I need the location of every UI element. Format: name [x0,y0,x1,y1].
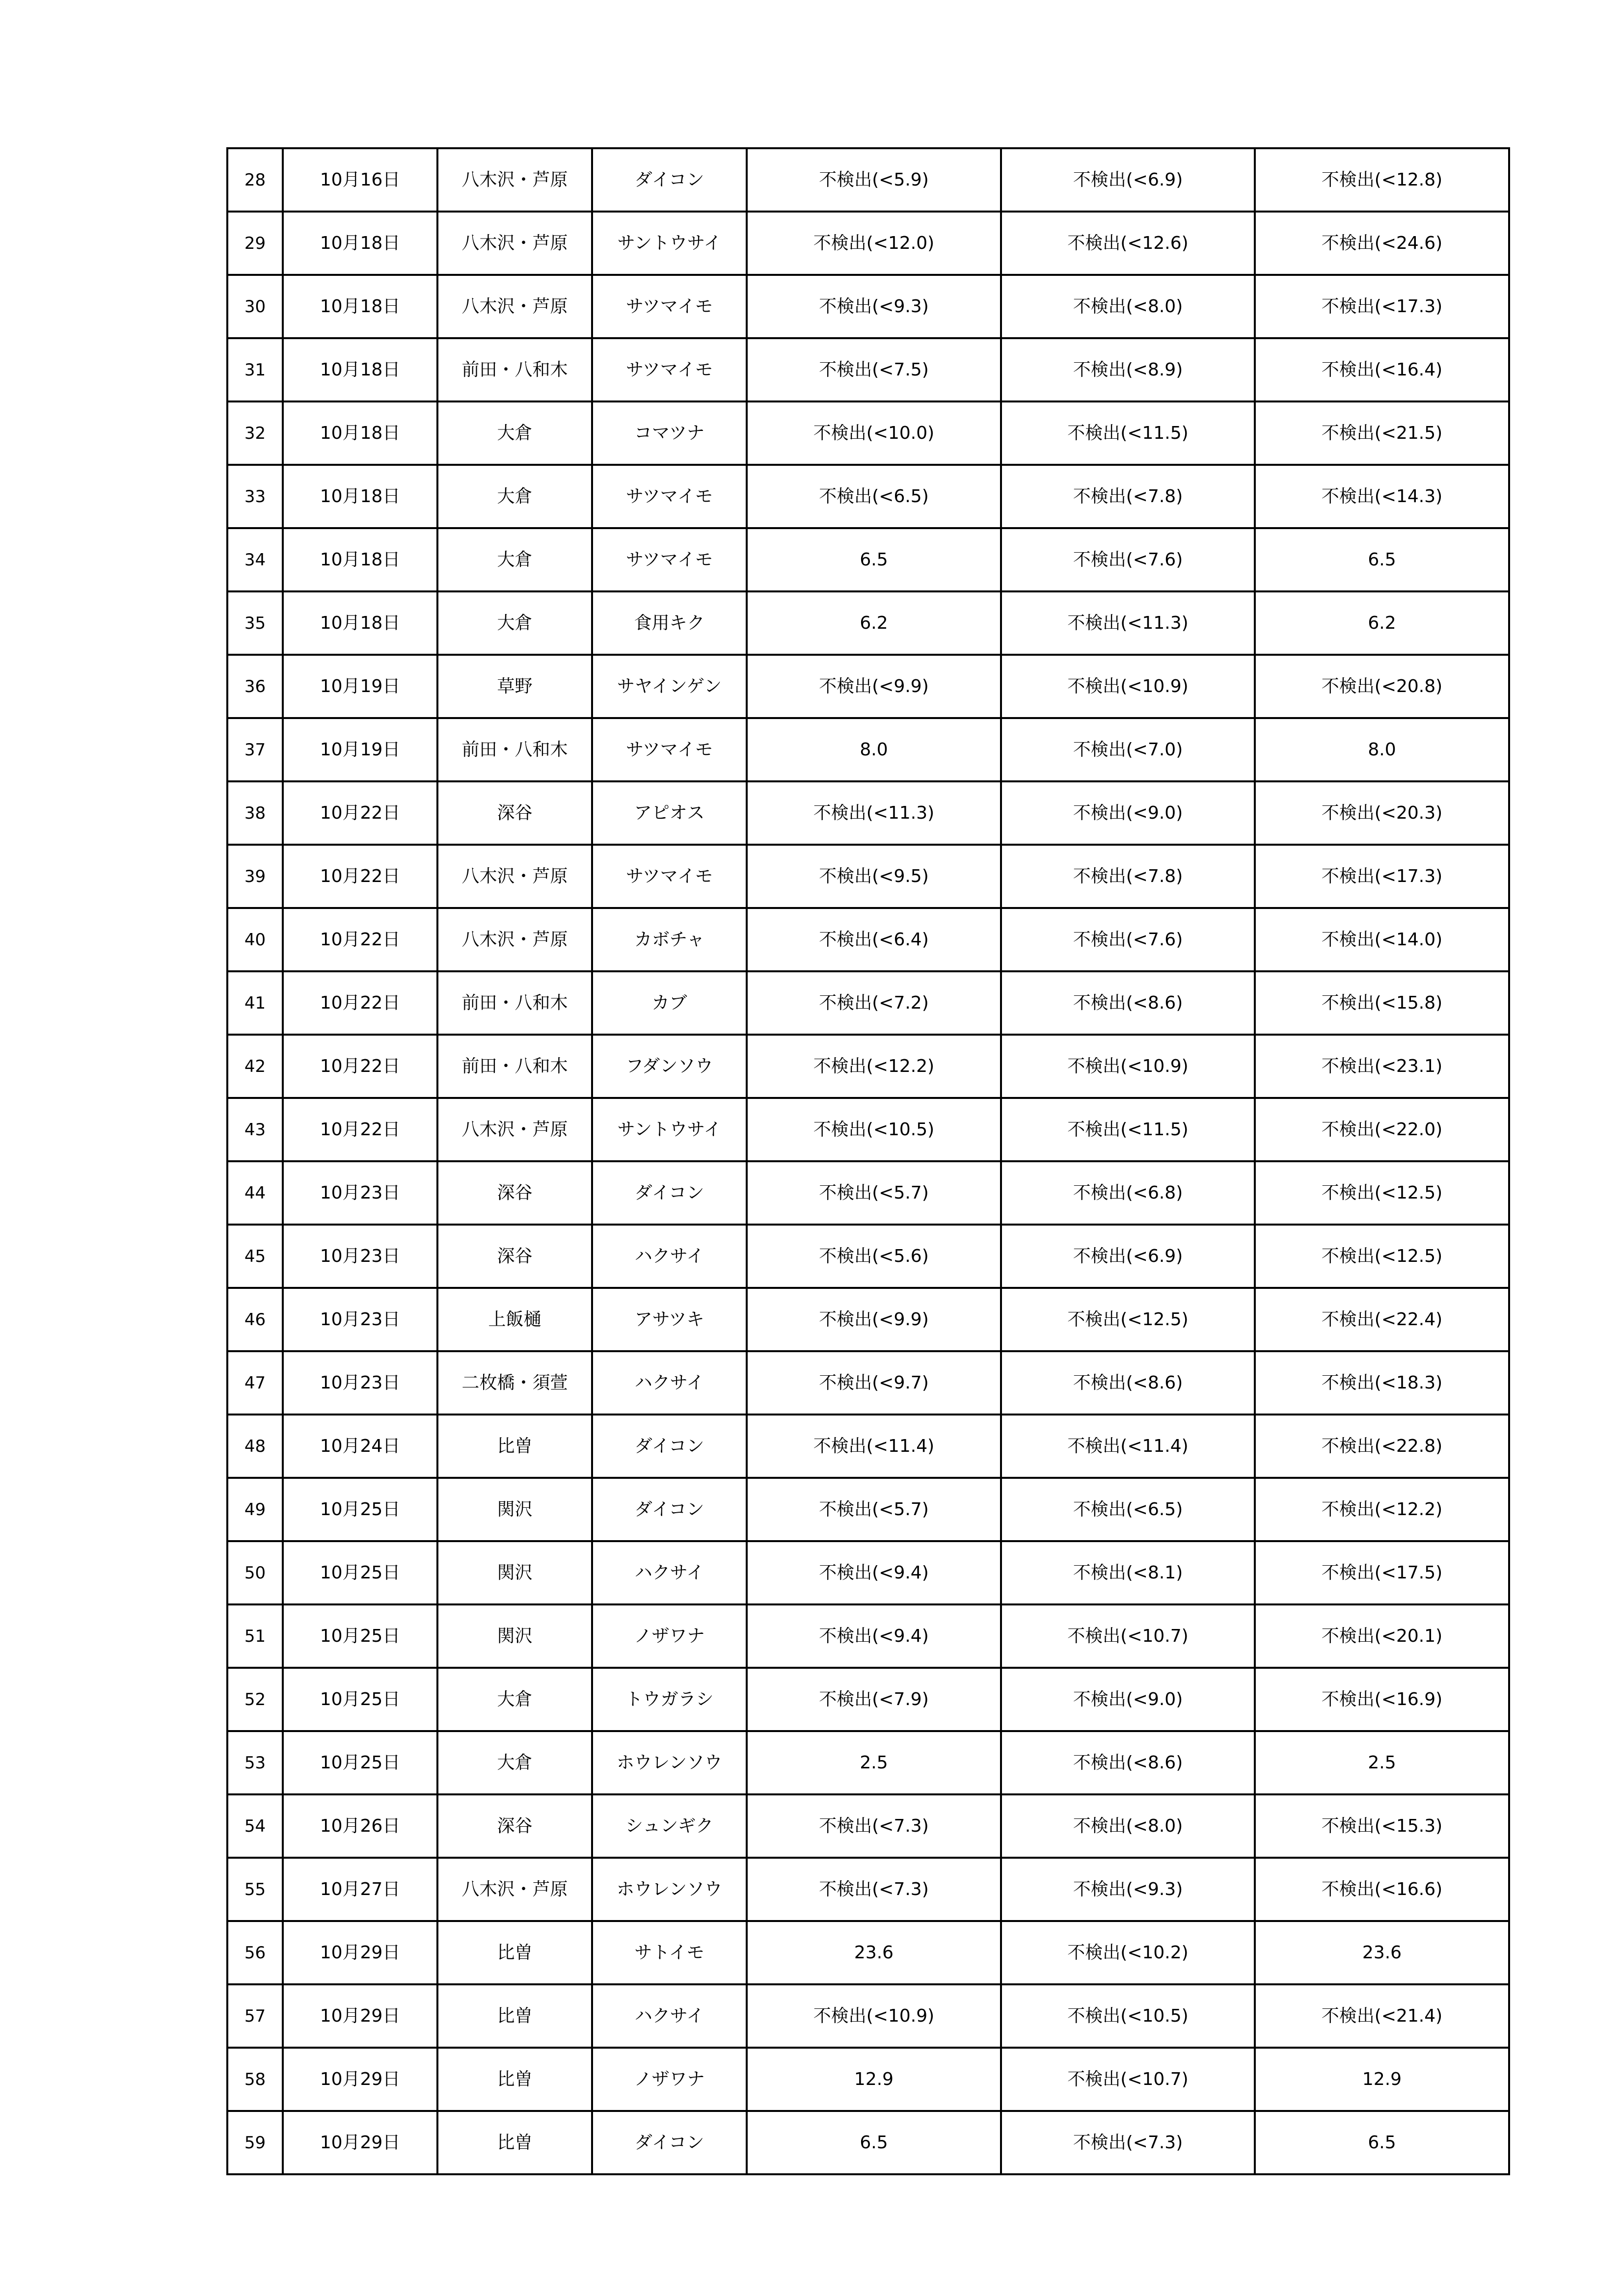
cell-result-total: 不検出(<18.3) [1255,1351,1509,1415]
cell-area: 深谷 [437,1225,592,1288]
cell-number: 39 [227,845,283,908]
cell-area: 深谷 [437,781,592,845]
cell-item: ノザワナ [592,2048,747,2111]
table-row [227,1478,1509,1541]
cell-date: 10月18日 [283,212,437,275]
cell-result-1: 不検出(<9.7) [747,1351,1001,1415]
cell-result-2: 不検出(<8.6) [1001,1731,1255,1794]
table-row [227,1288,1509,1351]
cell-number: 57 [227,1984,283,2048]
cell-area: 八木沢・芦原 [437,845,592,908]
cell-result-1: 不検出(<9.5) [747,845,1001,908]
cell-result-total: 不検出(<15.8) [1255,971,1509,1035]
cell-item: ハクサイ [592,1225,747,1288]
cell-number: 44 [227,1161,283,1225]
cell-item: ハクサイ [592,1351,747,1415]
cell-result-total: 不検出(<17.3) [1255,845,1509,908]
cell-result-total: 8.0 [1255,718,1509,781]
cell-date: 10月22日 [283,971,437,1035]
cell-result-total: 不検出(<24.6) [1255,212,1509,275]
cell-result-2: 不検出(<10.9) [1001,655,1255,718]
cell-number: 45 [227,1225,283,1288]
table-body [227,148,1509,2174]
cell-date: 10月29日 [283,1984,437,2048]
cell-result-2: 不検出(<10.7) [1001,1604,1255,1668]
cell-date: 10月19日 [283,718,437,781]
table-row [227,845,1509,908]
cell-result-2: 不検出(<11.5) [1001,401,1255,465]
cell-result-2: 不検出(<7.3) [1001,2111,1255,2174]
cell-number: 33 [227,465,283,528]
cell-result-1: 不検出(<9.9) [747,1288,1001,1351]
cell-number: 28 [227,148,283,212]
table-row [227,1035,1509,1098]
cell-result-1: 不検出(<7.3) [747,1858,1001,1921]
cell-number: 35 [227,591,283,655]
cell-item: ダイコン [592,1415,747,1478]
cell-result-total: 不検出(<16.9) [1255,1668,1509,1731]
cell-date: 10月19日 [283,655,437,718]
cell-result-1: 23.6 [747,1921,1001,1984]
cell-area: 八木沢・芦原 [437,1098,592,1161]
cell-result-total: 12.9 [1255,2048,1509,2111]
cell-number: 37 [227,718,283,781]
cell-date: 10月25日 [283,1668,437,1731]
cell-item: ノザワナ [592,1604,747,1668]
cell-item: ハクサイ [592,1541,747,1604]
cell-item: サツマイモ [592,718,747,781]
cell-item: サツマイモ [592,465,747,528]
cell-result-total: 不検出(<22.0) [1255,1098,1509,1161]
cell-area: 八木沢・芦原 [437,1858,592,1921]
table-row [227,1858,1509,1921]
cell-date: 10月27日 [283,1858,437,1921]
cell-date: 10月18日 [283,338,437,401]
cell-item: アピオス [592,781,747,845]
cell-item: サントウサイ [592,212,747,275]
cell-result-total: 6.5 [1255,528,1509,591]
cell-area: 大倉 [437,1668,592,1731]
cell-number: 30 [227,275,283,338]
cell-item: カブ [592,971,747,1035]
cell-result-total: 6.2 [1255,591,1509,655]
cell-result-1: 6.2 [747,591,1001,655]
cell-date: 10月26日 [283,1794,437,1858]
cell-item: サツマイモ [592,845,747,908]
table-row [227,1098,1509,1161]
table-row [227,1225,1509,1288]
table-row [227,401,1509,465]
cell-result-total: 不検出(<12.5) [1255,1161,1509,1225]
cell-number: 42 [227,1035,283,1098]
cell-item: トウガラシ [592,1668,747,1731]
table-row [227,148,1509,212]
cell-date: 10月29日 [283,2111,437,2174]
cell-result-2: 不検出(<12.5) [1001,1288,1255,1351]
cell-date: 10月18日 [283,275,437,338]
cell-item: サントウサイ [592,1098,747,1161]
cell-result-2: 不検出(<7.6) [1001,908,1255,971]
cell-area: 前田・八和木 [437,338,592,401]
cell-date: 10月23日 [283,1288,437,1351]
cell-result-1: 不検出(<10.9) [747,1984,1001,2048]
cell-result-total: 2.5 [1255,1731,1509,1794]
cell-area: 大倉 [437,528,592,591]
cell-result-1: 不検出(<5.7) [747,1478,1001,1541]
cell-item: ダイコン [592,2111,747,2174]
cell-item: サツマイモ [592,528,747,591]
cell-date: 10月25日 [283,1731,437,1794]
cell-result-2: 不検出(<8.9) [1001,338,1255,401]
cell-result-total: 不検出(<20.3) [1255,781,1509,845]
table-row [227,655,1509,718]
cell-result-total: 不検出(<14.3) [1255,465,1509,528]
cell-result-1: 8.0 [747,718,1001,781]
cell-area: 関沢 [437,1541,592,1604]
cell-result-total: 不検出(<15.3) [1255,1794,1509,1858]
cell-date: 10月23日 [283,1225,437,1288]
table-row [227,1351,1509,1415]
table-row [227,591,1509,655]
cell-result-2: 不検出(<8.6) [1001,1351,1255,1415]
cell-result-1: 不検出(<6.4) [747,908,1001,971]
cell-result-2: 不検出(<10.5) [1001,1984,1255,2048]
cell-area: 比曽 [437,2048,592,2111]
table-row [227,718,1509,781]
table-row [227,971,1509,1035]
cell-result-1: 12.9 [747,2048,1001,2111]
cell-result-total: 不検出(<12.5) [1255,1225,1509,1288]
cell-date: 10月25日 [283,1478,437,1541]
table-row [227,1415,1509,1478]
cell-number: 29 [227,212,283,275]
cell-result-1: 不検出(<11.3) [747,781,1001,845]
cell-result-1: 不検出(<10.5) [747,1098,1001,1161]
table-row [227,908,1509,971]
cell-result-2: 不検出(<10.7) [1001,2048,1255,2111]
cell-result-1: 不検出(<9.4) [747,1604,1001,1668]
cell-result-total: 不検出(<21.4) [1255,1984,1509,2048]
cell-date: 10月23日 [283,1351,437,1415]
cell-result-2: 不検出(<9.0) [1001,1668,1255,1731]
cell-result-2: 不検出(<8.1) [1001,1541,1255,1604]
cell-result-total: 23.6 [1255,1921,1509,1984]
cell-item: ダイコン [592,1161,747,1225]
table-row [227,1161,1509,1225]
cell-date: 10月29日 [283,1921,437,1984]
cell-date: 10月18日 [283,465,437,528]
cell-area: 比曽 [437,1921,592,1984]
cell-number: 52 [227,1668,283,1731]
cell-area: 草野 [437,655,592,718]
cell-result-total: 不検出(<12.8) [1255,148,1509,212]
cell-area: 比曽 [437,2111,592,2174]
cell-number: 38 [227,781,283,845]
cell-number: 46 [227,1288,283,1351]
cell-area: 関沢 [437,1604,592,1668]
cell-area: 関沢 [437,1478,592,1541]
cell-result-2: 不検出(<11.3) [1001,591,1255,655]
cell-number: 40 [227,908,283,971]
table-row [227,1604,1509,1668]
cell-number: 49 [227,1478,283,1541]
cell-date: 10月22日 [283,781,437,845]
cell-item: サツマイモ [592,275,747,338]
cell-item: ホウレンソウ [592,1731,747,1794]
cell-number: 48 [227,1415,283,1478]
cell-result-2: 不検出(<11.4) [1001,1415,1255,1478]
cell-number: 31 [227,338,283,401]
cell-result-1: 不検出(<7.2) [747,971,1001,1035]
cell-number: 41 [227,971,283,1035]
cell-result-2: 不検出(<8.0) [1001,1794,1255,1858]
table-row [227,2048,1509,2111]
cell-area: 大倉 [437,465,592,528]
cell-date: 10月22日 [283,845,437,908]
cell-number: 34 [227,528,283,591]
cell-number: 53 [227,1731,283,1794]
cell-result-2: 不検出(<8.6) [1001,971,1255,1035]
table-row [227,1921,1509,1984]
cell-date: 10月23日 [283,1161,437,1225]
cell-result-2: 不検出(<6.9) [1001,148,1255,212]
cell-result-total: 不検出(<20.1) [1255,1604,1509,1668]
cell-item: ハクサイ [592,1984,747,2048]
cell-item: フダンソウ [592,1035,747,1098]
cell-result-1: 不検出(<10.0) [747,401,1001,465]
cell-area: 深谷 [437,1161,592,1225]
cell-item: 食用キク [592,591,747,655]
cell-result-1: 2.5 [747,1731,1001,1794]
cell-result-1: 6.5 [747,528,1001,591]
cell-item: サヤインゲン [592,655,747,718]
cell-result-2: 不検出(<6.9) [1001,1225,1255,1288]
cell-area: 大倉 [437,1731,592,1794]
cell-area: 上飯樋 [437,1288,592,1351]
cell-result-1: 不検出(<6.5) [747,465,1001,528]
cell-date: 10月24日 [283,1415,437,1478]
cell-result-1: 不検出(<12.0) [747,212,1001,275]
cell-item: サツマイモ [592,338,747,401]
cell-date: 10月29日 [283,2048,437,2111]
cell-item: サトイモ [592,1921,747,1984]
cell-result-2: 不検出(<7.8) [1001,465,1255,528]
cell-date: 10月22日 [283,908,437,971]
table-row [227,2111,1509,2174]
cell-result-2: 不検出(<10.9) [1001,1035,1255,1098]
cell-area: 二枚橋・須萱 [437,1351,592,1415]
cell-date: 10月25日 [283,1541,437,1604]
cell-result-total: 不検出(<16.4) [1255,338,1509,401]
cell-result-2: 不検出(<7.8) [1001,845,1255,908]
cell-area: 八木沢・芦原 [437,148,592,212]
cell-number: 59 [227,2111,283,2174]
table-row [227,781,1509,845]
cell-result-1: 不検出(<11.4) [747,1415,1001,1478]
cell-date: 10月18日 [283,528,437,591]
cell-item: カボチャ [592,908,747,971]
cell-result-1: 不検出(<7.3) [747,1794,1001,1858]
table-row [227,528,1509,591]
table-row [227,1668,1509,1731]
cell-date: 10月25日 [283,1604,437,1668]
cell-result-2: 不検出(<12.6) [1001,212,1255,275]
cell-item: アサツキ [592,1288,747,1351]
table-row [227,338,1509,401]
cell-number: 36 [227,655,283,718]
cell-item: シュンギク [592,1794,747,1858]
cell-area: 大倉 [437,591,592,655]
cell-number: 58 [227,2048,283,2111]
results-table [226,147,1510,2175]
cell-result-total: 不検出(<16.6) [1255,1858,1509,1921]
cell-item: ダイコン [592,1478,747,1541]
cell-result-2: 不検出(<9.3) [1001,1858,1255,1921]
cell-result-total: 不検出(<21.5) [1255,401,1509,465]
cell-item: ホウレンソウ [592,1858,747,1921]
cell-number: 47 [227,1351,283,1415]
cell-result-1: 不検出(<5.9) [747,148,1001,212]
cell-result-2: 不検出(<7.0) [1001,718,1255,781]
cell-date: 10月22日 [283,1098,437,1161]
cell-result-2: 不検出(<7.6) [1001,528,1255,591]
cell-date: 10月18日 [283,591,437,655]
cell-result-2: 不検出(<9.0) [1001,781,1255,845]
cell-result-2: 不検出(<10.2) [1001,1921,1255,1984]
cell-number: 32 [227,401,283,465]
cell-number: 54 [227,1794,283,1858]
cell-result-1: 不検出(<5.7) [747,1161,1001,1225]
cell-area: 八木沢・芦原 [437,212,592,275]
table-row [227,1541,1509,1604]
cell-area: 比曽 [437,1984,592,2048]
cell-item: コマツナ [592,401,747,465]
cell-area: 比曽 [437,1415,592,1478]
cell-result-1: 6.5 [747,2111,1001,2174]
cell-area: 八木沢・芦原 [437,908,592,971]
cell-date: 10月16日 [283,148,437,212]
cell-result-total: 不検出(<23.1) [1255,1035,1509,1098]
cell-area: 前田・八和木 [437,971,592,1035]
cell-area: 深谷 [437,1794,592,1858]
cell-number: 55 [227,1858,283,1921]
cell-result-2: 不検出(<6.8) [1001,1161,1255,1225]
cell-date: 10月18日 [283,401,437,465]
cell-result-total: 不検出(<17.3) [1255,275,1509,338]
cell-result-total: 不検出(<12.2) [1255,1478,1509,1541]
cell-date: 10月22日 [283,1035,437,1098]
cell-result-total: 6.5 [1255,2111,1509,2174]
cell-result-1: 不検出(<9.3) [747,275,1001,338]
table-row [227,1794,1509,1858]
cell-result-total: 不検出(<14.0) [1255,908,1509,971]
table-row [227,1984,1509,2048]
table-row [227,275,1509,338]
table-row [227,1731,1509,1794]
cell-result-total: 不検出(<17.5) [1255,1541,1509,1604]
cell-number: 51 [227,1604,283,1668]
cell-area: 前田・八和木 [437,1035,592,1098]
cell-result-2: 不検出(<6.5) [1001,1478,1255,1541]
cell-result-total: 不検出(<22.8) [1255,1415,1509,1478]
cell-result-1: 不検出(<7.5) [747,338,1001,401]
cell-result-1: 不検出(<9.9) [747,655,1001,718]
cell-result-total: 不検出(<22.4) [1255,1288,1509,1351]
cell-item: ダイコン [592,148,747,212]
cell-area: 前田・八和木 [437,718,592,781]
cell-number: 43 [227,1098,283,1161]
cell-result-2: 不検出(<8.0) [1001,275,1255,338]
cell-result-1: 不検出(<5.6) [747,1225,1001,1288]
table-row [227,212,1509,275]
cell-area: 八木沢・芦原 [437,275,592,338]
cell-result-1: 不検出(<12.2) [747,1035,1001,1098]
cell-result-2: 不検出(<11.5) [1001,1098,1255,1161]
cell-result-1: 不検出(<7.9) [747,1668,1001,1731]
cell-area: 大倉 [437,401,592,465]
cell-result-1: 不検出(<9.4) [747,1541,1001,1604]
cell-result-total: 不検出(<20.8) [1255,655,1509,718]
cell-number: 50 [227,1541,283,1604]
cell-number: 56 [227,1921,283,1984]
table-row [227,465,1509,528]
